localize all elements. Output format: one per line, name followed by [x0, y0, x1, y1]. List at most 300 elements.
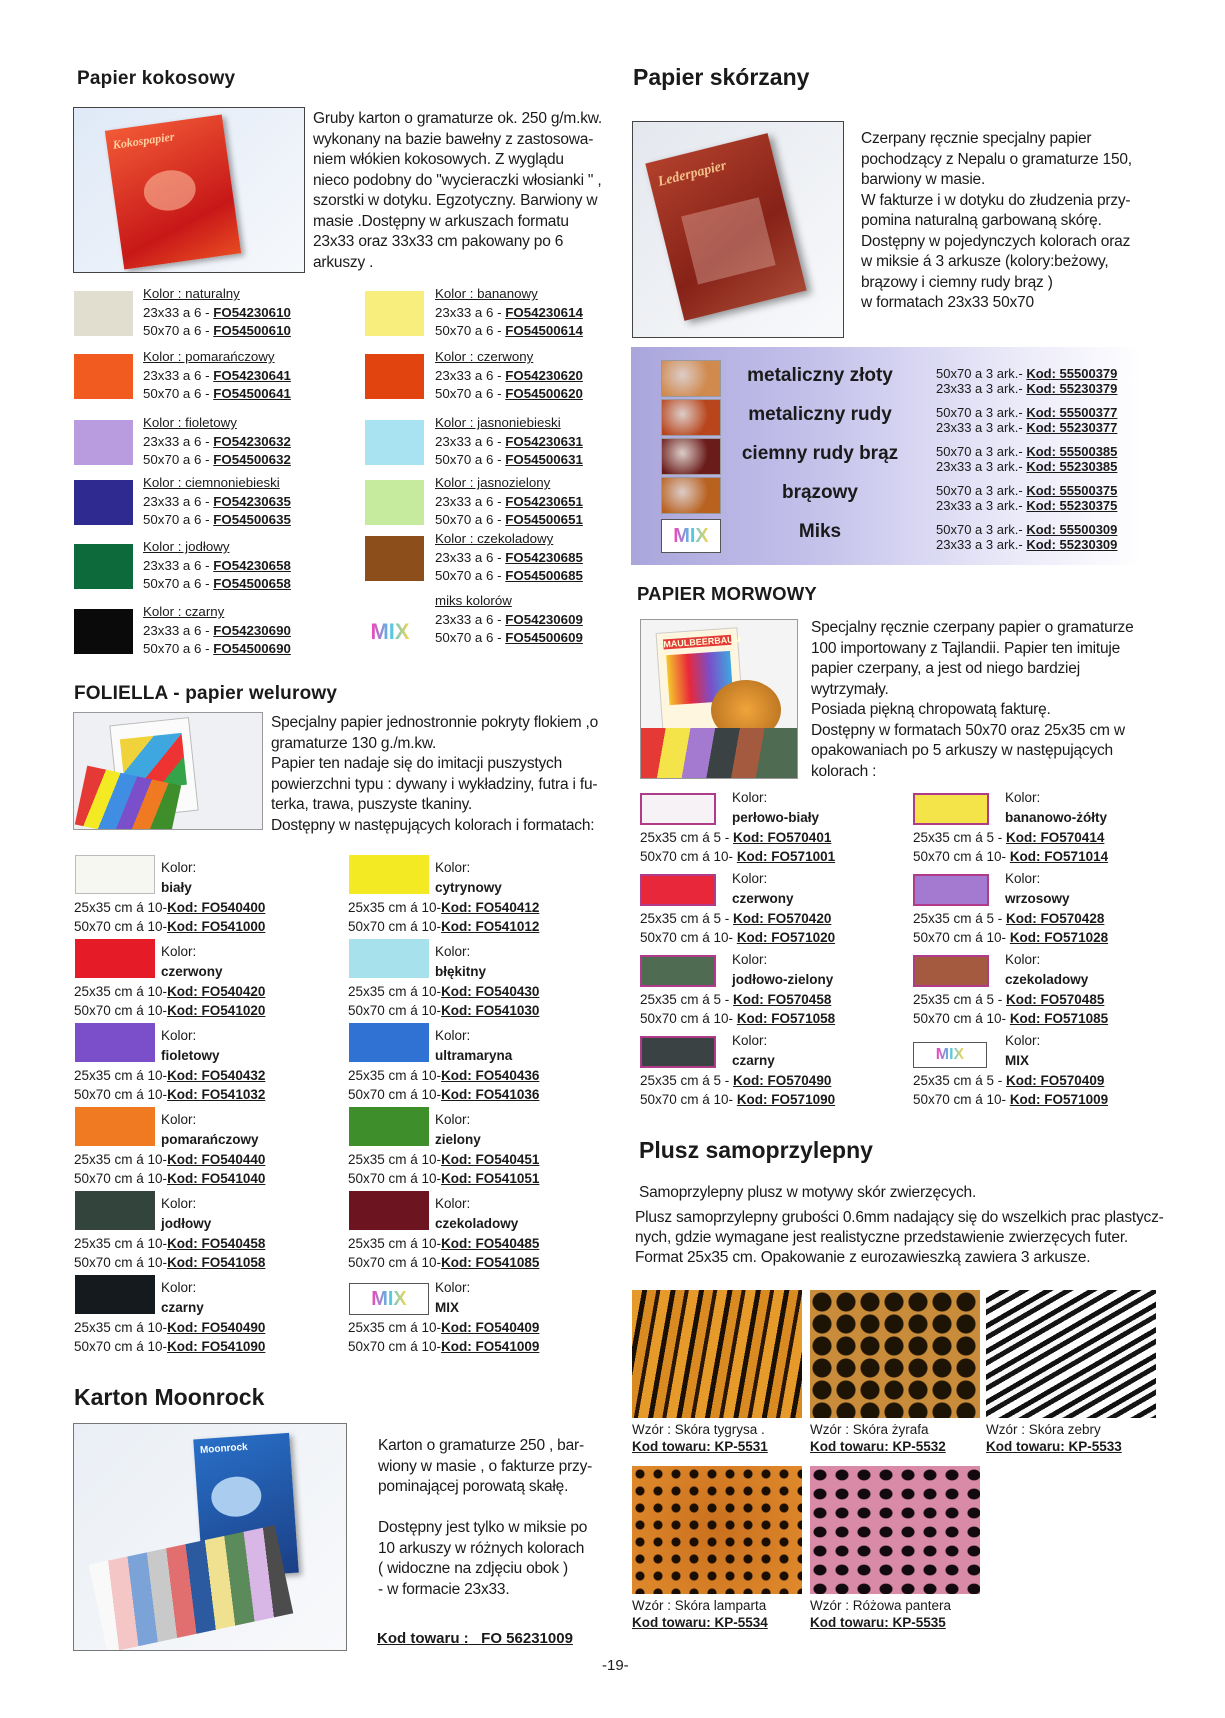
product-codes [640, 990, 835, 1028]
product-codes [936, 366, 1117, 396]
product-entry [435, 592, 583, 648]
size-label: 50x70 a 6 - [143, 641, 210, 656]
pattern-label [632, 1421, 768, 1455]
product-code: FO54230631 [505, 433, 583, 449]
color-name: czerwony [732, 891, 794, 906]
product-code: Kod: FO570485 [1006, 992, 1105, 1007]
kolor-label: Kolor: [732, 871, 768, 886]
color-name: pomarańczowy [161, 1132, 259, 1147]
moonrock-description-2: Dostępny jest tylko w miksie po 10 arkuszy w różnych kolorach ( widoczne na zdjęciu obok ) - w formacie 23x33. [378, 1519, 588, 1598]
size-label: 25x35 cm á 5 - [640, 1073, 734, 1088]
color-swatch [661, 438, 721, 475]
foliella-title: FOLIELLA - papier welurowy [74, 683, 338, 704]
size-label: 50x70 cm á 10- [913, 1011, 1010, 1026]
color-swatch [661, 360, 721, 397]
foliella-description: Specjalny papier jednostronnie pokryty flokiem ,o gramaturze 130 g./m.kw. Papier ten nadaje się do imitacji puszystych powierzchni typu : dywany i wykładziny, futra i fu- terka, trawa, puszyste tkaniny. Dostępny w następujących kolorach i formatach: [271, 714, 599, 834]
product-codes [936, 522, 1117, 552]
color-name: MIX [1005, 1053, 1030, 1068]
product-code: Kod: 55500377 [1026, 405, 1118, 420]
product-code: FO54230632 [213, 433, 291, 449]
product-codes [348, 1150, 539, 1188]
product-codes [936, 483, 1117, 513]
color-swatch [640, 1036, 716, 1068]
product-code: FO54230620 [505, 367, 583, 383]
color-name: jodłowy [161, 1216, 212, 1231]
product-code: Kod: 55230375 [1026, 498, 1118, 513]
size-label: 50x70 cm á 10- [913, 1092, 1010, 1107]
product-code: Kod: FO541036 [441, 1087, 540, 1102]
size-label: 25x35 cm á 10- [348, 900, 442, 915]
color-label: Kolor : naturalny [143, 286, 240, 301]
color-swatch [365, 354, 424, 399]
product-code: Kod: FO541020 [167, 1003, 266, 1018]
kolor-label: Kolor: [435, 1112, 471, 1127]
color-name: biały [161, 880, 192, 895]
color-name: czarny [161, 1300, 204, 1315]
size-label: 50x70 cm á 10- [640, 849, 737, 864]
product-code: Kod: FO571020 [736, 930, 836, 945]
plusz-title: Plusz samoprzylepny [639, 1137, 873, 1163]
product-code: Kod: FO570414 [1006, 830, 1105, 845]
product-entry [143, 414, 291, 470]
size-label: 23x33 a 3 ark.- [936, 381, 1023, 396]
product-codes [640, 1071, 835, 1109]
moonrock-description: Karton o gramaturze 250 , bar- wiony w masie , o fakturze przy- pominającej porowatą skałę. [378, 1437, 593, 1495]
color-swatch [74, 609, 133, 654]
plusz-description: Samoprzylepny plusz w motywy skór zwierzęcych. [639, 1184, 977, 1201]
size-label: 23x33 a 6 - [143, 557, 210, 573]
product-code: Kod: FO540432 [167, 1068, 266, 1083]
size-label: 50x70 cm á 10- [348, 1087, 442, 1102]
size-label: 25x35 cm á 10- [348, 984, 442, 999]
product-code: Kod: FO570458 [733, 992, 832, 1007]
product-codes [74, 982, 265, 1020]
color-name: błękitny [435, 964, 487, 979]
size-label: 25x35 cm á 5 - [640, 911, 734, 926]
product-code: Kod: FO541040 [167, 1171, 266, 1186]
product-code: FO54230651 [505, 493, 583, 509]
product-code: Kod: 55500309 [1026, 522, 1118, 537]
color-label: Kolor : czerwony [435, 349, 534, 364]
size-label: 50x70 a 6 - [143, 386, 210, 401]
product-codes [348, 982, 539, 1020]
color-name: Miks [798, 521, 842, 542]
product-entry [143, 285, 291, 341]
product-code: Kod: FO571090 [736, 1092, 836, 1107]
size-label: 50x70 a 3 ark.- [936, 366, 1023, 381]
product-code: Kod: 55230377 [1026, 420, 1118, 435]
kolor-label: Kolor: [435, 1028, 471, 1043]
product-code: Kod: 55500379 [1026, 366, 1118, 381]
color-name: perłowo-biały [732, 810, 820, 825]
color-name: fioletowy [161, 1048, 220, 1063]
size-label: 25x35 cm á 5 - [640, 830, 734, 845]
kolor-label: Kolor: [435, 1196, 471, 1211]
size-label: 50x70 a 3 ark.- [936, 483, 1023, 498]
product-entry [435, 285, 583, 341]
size-label: 23x33 a 6 - [143, 622, 210, 638]
product-codes [74, 1234, 265, 1272]
size-label: 50x70 a 6 - [435, 568, 502, 583]
product-code: Kod: FO570401 [733, 830, 832, 845]
size-label: 50x70 cm á 10- [348, 1255, 442, 1270]
size-label: 25x35 cm á 10- [348, 1152, 442, 1167]
size-label: 50x70 a 3 ark.- [936, 522, 1023, 537]
product-entry [435, 348, 583, 404]
pattern-pink-swatch [810, 1466, 980, 1594]
kolor-label: Kolor: [732, 1033, 768, 1048]
size-label: 25x35 cm á 5 - [913, 992, 1007, 1007]
morwowy-title: PAPIER MORWOWY [637, 583, 817, 604]
product-codes [74, 1066, 265, 1104]
size-label: 50x70 cm á 10- [348, 1003, 442, 1018]
product-code: Kod: FO540420 [167, 984, 266, 999]
size-label: 23x33 a 3 ark.- [936, 420, 1023, 435]
pattern-name: Wzór : Różowa pantera [810, 1598, 952, 1613]
color-swatch [640, 874, 716, 906]
morwowy-photo: MAULBEERBAUM [640, 619, 798, 779]
product-code: FO54500614 [505, 323, 583, 338]
product-codes [913, 1071, 1108, 1109]
color-name: wrzosowy [1005, 891, 1070, 906]
plusz-description-2: Plusz samoprzylepny grubości 0.6mm nadający się do wszelkich prac plastycz- nych, gdzie wymagane jest realistyczne przedstawienie zwierzęcych futer. Format 25x35 cm. Opakowanie z eurozawieszką zawiera 3 arkusze. [635, 1209, 1164, 1266]
product-codes [936, 444, 1117, 474]
product-codes [348, 1234, 539, 1272]
product-code: Kod: 55230385 [1026, 459, 1118, 474]
size-label: 50x70 a 6 - [435, 512, 502, 527]
size-label: 23x33 a 6 - [435, 367, 502, 383]
swatch-mix [365, 610, 415, 654]
pattern-name: Wzór : Skóra zebry [986, 1422, 1101, 1437]
product-code: FO54500635 [213, 512, 291, 527]
size-label: 50x70 cm á 10- [348, 919, 442, 934]
skorzany-photo [632, 121, 844, 338]
size-label: 50x70 cm á 10- [348, 1339, 442, 1354]
color-name: ultramaryna [435, 1048, 513, 1063]
size-label: 23x33 a 3 ark.- [936, 498, 1023, 513]
kolor-label: Kolor: [161, 1280, 197, 1295]
product-code: Kod: FO540436 [441, 1068, 540, 1083]
size-label: 25x35 cm á 10- [74, 900, 168, 915]
color-label: Kolor : bananowy [435, 286, 538, 301]
product-code: Kod: FO540458 [167, 1236, 266, 1251]
color-swatch [75, 855, 155, 894]
color-name: metaliczny rudy [748, 404, 892, 425]
foliella-photo [73, 712, 263, 830]
pattern-leopard-swatch [632, 1466, 802, 1594]
size-label: 23x33 a 6 - [143, 433, 210, 449]
product-codes [913, 990, 1108, 1028]
color-name: cytrynowy [435, 880, 502, 895]
mix-label: MIX [673, 525, 709, 547]
kolor-label: Kolor: [161, 1196, 197, 1211]
color-label: Kolor : jodłowy [143, 539, 230, 554]
product-code: Kod towaru: KP-5535 [810, 1615, 946, 1630]
color-label: Kolor : ciemnoniebieski [143, 475, 280, 490]
color-name: czerwony [161, 964, 223, 979]
size-label: 50x70 a 3 ark.- [936, 405, 1023, 420]
product-entry [435, 474, 583, 530]
color-swatch [913, 955, 989, 987]
color-name: jodłowo-zielony [732, 972, 834, 987]
color-swatch [640, 793, 716, 825]
size-label: 50x70 cm á 10- [640, 1011, 737, 1026]
product-code: Kod towaru: KP-5532 [810, 1439, 946, 1454]
product-code: Kod: FO570420 [733, 911, 832, 926]
product-code: Kod: FO541051 [441, 1171, 540, 1186]
product-code: Kod: FO541085 [441, 1255, 540, 1270]
product-entry [143, 348, 291, 404]
product-codes [640, 909, 835, 947]
swatch-mix [913, 1042, 987, 1068]
size-label: 50x70 cm á 10- [74, 1087, 168, 1102]
product-entry [435, 414, 583, 470]
product-code: Kod: FO571058 [736, 1011, 836, 1026]
size-label: 50x70 a 6 - [143, 452, 210, 467]
size-label: 50x70 cm á 10- [74, 1003, 168, 1018]
mix-label: MIX [371, 1288, 407, 1310]
color-swatch [74, 420, 133, 465]
product-code: Kod towaru: KP-5533 [986, 1439, 1122, 1454]
pattern-label [810, 1597, 951, 1631]
page-number: -19- [602, 1657, 629, 1674]
moonrock-photo [73, 1423, 347, 1651]
product-code: FO54500685 [505, 568, 583, 583]
size-label: 50x70 cm á 10- [74, 1255, 168, 1270]
product-code: Kod: FO541009 [441, 1339, 540, 1354]
color-swatch [75, 1275, 155, 1314]
pattern-label [810, 1421, 946, 1455]
size-label: 23x33 a 3 ark.- [936, 537, 1023, 552]
product-codes [348, 1318, 539, 1356]
size-label: 23x33 a 3 ark.- [936, 459, 1023, 474]
product-code: Kod: FO541090 [167, 1339, 266, 1354]
product-codes [913, 909, 1108, 947]
product-code: FO54500610 [213, 323, 291, 338]
kolor-label: Kolor: [161, 860, 197, 875]
size-label: 25x35 cm á 10- [348, 1068, 442, 1083]
kolor-label: Kolor: [161, 1112, 197, 1127]
product-code: Kod: FO570409 [1006, 1073, 1105, 1088]
color-swatch [913, 874, 989, 906]
size-label: 50x70 a 6 - [143, 323, 210, 338]
product-code: Kod: FO571001 [736, 849, 836, 864]
size-label: 50x70 a 6 - [435, 630, 502, 645]
color-swatch [349, 1023, 429, 1062]
color-swatch [365, 420, 424, 465]
product-code: FO54500620 [505, 386, 583, 401]
color-swatch [74, 480, 133, 525]
size-label: 25x35 cm á 10- [74, 1236, 168, 1251]
color-label: Kolor : czekoladowy [435, 531, 554, 546]
color-name: metaliczny złoty [747, 365, 893, 386]
pattern-name: Wzór : Skóra tygrysa . [632, 1422, 765, 1437]
product-codes [913, 828, 1108, 866]
product-code: Kod: FO541030 [441, 1003, 540, 1018]
color-swatch [913, 793, 989, 825]
product-code: Kod: FO540400 [167, 900, 266, 915]
color-swatch [661, 399, 721, 436]
kolor-label: Kolor: [161, 1028, 197, 1043]
size-label: 25x35 cm á 10- [348, 1236, 442, 1251]
product-code: Kod: 55230309 [1026, 537, 1118, 552]
product-codes [74, 1318, 265, 1356]
mix-label: MIX [935, 1046, 965, 1063]
kokos-photo [73, 107, 305, 273]
color-swatch [365, 291, 424, 336]
product-code: Kod: 55230379 [1026, 381, 1118, 396]
product-codes [74, 1150, 265, 1188]
color-label: Kolor : jasnozielony [435, 475, 551, 490]
product-code: Kod: FO540490 [167, 1320, 266, 1335]
size-label: 25x35 cm á 5 - [913, 1073, 1007, 1088]
size-label: 50x70 a 6 - [435, 452, 502, 467]
product-entry [143, 538, 291, 594]
pattern-label [632, 1597, 768, 1631]
kokos-title: Papier kokosowy [77, 68, 236, 89]
size-label: 50x70 a 6 - [143, 512, 210, 527]
color-name: czekoladowy [435, 1216, 519, 1231]
kolor-label: Kolor: [1005, 871, 1041, 886]
size-label: 50x70 cm á 10- [74, 1171, 168, 1186]
product-code: FO54230614 [505, 304, 583, 320]
pattern-zebra-swatch [986, 1290, 1156, 1418]
pattern-label [986, 1421, 1122, 1455]
kokos-description: Gruby karton o gramaturze ok. 250 g/m.kw. wykonany na bazie bawełny z zastosowa- niem włókien kokosowych. Z wyglądu nieco podobny do "wycieraczki włosianki " , szorstki w dotyku. Egzotyczny. Barwiony w masie .Dostępny w arkuszach formatu 23x33 oraz 33x33 cm pakowany po 6 arkuszy . [313, 110, 603, 271]
product-code: FO54230685 [505, 549, 583, 565]
product-code: FO54230658 [213, 557, 291, 573]
pattern-name: Wzór : Skóra żyrafa [810, 1422, 929, 1437]
size-label: 50x70 cm á 10- [74, 1339, 168, 1354]
product-code: Kod: FO541058 [167, 1255, 266, 1270]
product-codes [348, 1066, 539, 1104]
kolor-label: Kolor: [1005, 952, 1041, 967]
kolor-label: Kolor: [161, 944, 197, 959]
size-label: 50x70 cm á 10- [348, 1171, 442, 1186]
product-code: Kod: FO540412 [441, 900, 540, 915]
product-code: Kod: 55500385 [1026, 444, 1118, 459]
color-swatch [74, 291, 133, 336]
product-code: FO54230635 [213, 493, 291, 509]
color-label: Kolor : fioletowy [143, 415, 237, 430]
product-code: FO54500641 [213, 386, 291, 401]
color-swatch [349, 1107, 429, 1146]
size-label: 50x70 cm á 10- [640, 1092, 737, 1107]
swatch-mix [661, 519, 721, 553]
product-code: Kod: FO571009 [1009, 1092, 1109, 1107]
color-name: brązowy [781, 482, 859, 503]
product-code: FO54500632 [213, 452, 291, 467]
product-entry [435, 530, 583, 586]
swatch-mix [349, 1283, 429, 1315]
product-code: FO54230610 [213, 304, 291, 320]
skorzany-title: Papier skórzany [633, 64, 810, 90]
kolor-label: Kolor: [732, 790, 768, 805]
color-swatch [365, 480, 424, 525]
size-label: 23x33 a 6 - [435, 549, 502, 565]
kokos-cover-title: Kokospapier [111, 129, 176, 152]
color-name: MIX [435, 1300, 460, 1315]
size-label: 25x35 cm á 10- [74, 1068, 168, 1083]
color-label: miks kolorów [435, 593, 512, 608]
moonrock-title: Karton Moonrock [74, 1384, 265, 1410]
product-code: Kod: FO571085 [1009, 1011, 1109, 1026]
size-label: 23x33 a 6 - [435, 493, 502, 509]
pattern-name: Wzór : Skóra lamparta [632, 1598, 767, 1613]
size-label: 23x33 a 6 - [435, 433, 502, 449]
skorzany-description: Czerpany ręcznie specjalny papier pochodzący z Nepalu o gramaturze 150, barwiony w masie. W fakturze i w dotyku do złudzenia przy- pomina naturalną garbowaną skórę. Dostępny w pojedynczych kolorach oraz w miksie á 3 arkusze (kolory:beżowy, brązowy i ciemny rudy brąz ) w formatach 23x33 50x70 [861, 130, 1132, 311]
color-swatch [349, 939, 429, 978]
kolor-label: Kolor: [435, 860, 471, 875]
size-label: 25x35 cm á 10- [348, 1320, 442, 1335]
product-code: Kod: FO571014 [1009, 849, 1109, 864]
product-code: FO54500651 [505, 512, 583, 527]
kolor-label: Kolor: [1005, 1033, 1041, 1048]
size-label: 50x70 a 6 - [143, 576, 210, 591]
size-label: 25x35 cm á 10- [74, 1152, 168, 1167]
color-label: Kolor : jasnoniebieski [435, 415, 561, 430]
product-entry [143, 474, 291, 530]
product-code: Kod: FO540485 [441, 1236, 540, 1251]
size-label: 25x35 cm á 5 - [640, 992, 734, 1007]
product-code: Kod: FO571028 [1009, 930, 1109, 945]
color-swatch [349, 1191, 429, 1230]
color-name: ciemny rudy brąz [741, 443, 899, 464]
size-label: 23x33 a 6 - [435, 611, 502, 627]
product-code: Kod: FO540409 [441, 1320, 540, 1335]
product-codes [74, 898, 265, 936]
color-swatch [349, 855, 429, 894]
size-label: 23x33 a 6 - [435, 304, 502, 320]
product-code: Kod: FO540430 [441, 984, 540, 999]
color-swatch [365, 536, 424, 581]
color-swatch [74, 354, 133, 399]
size-label: 23x33 a 6 - [143, 367, 210, 383]
product-code: FO54500658 [213, 576, 291, 591]
product-codes [640, 828, 835, 866]
product-code: FO54230690 [213, 622, 291, 638]
size-label: 25x35 cm á 5 - [913, 830, 1007, 845]
color-label: Kolor : pomarańczowy [143, 349, 275, 364]
color-name: zielony [435, 1132, 481, 1147]
size-label: 25x35 cm á 5 - [913, 911, 1007, 926]
size-label: 50x70 a 6 - [435, 323, 502, 338]
color-name: czekoladowy [1005, 972, 1089, 987]
product-code: FO54500690 [213, 641, 291, 656]
skorzany-cover-title: Lederpapier [656, 158, 728, 190]
product-code: FO54230641 [213, 367, 291, 383]
color-swatch [661, 477, 721, 514]
mix-label: MIX [370, 619, 410, 644]
product-code: Kod: FO570428 [1006, 911, 1105, 926]
product-code: Kod: FO541032 [167, 1087, 266, 1102]
kolor-label: Kolor: [1005, 790, 1041, 805]
pattern-giraffe-swatch [810, 1290, 980, 1418]
size-label: 25x35 cm á 10- [74, 1320, 168, 1335]
product-code: FO54500631 [505, 452, 583, 467]
product-code: Kod: FO540451 [441, 1152, 540, 1167]
color-swatch [75, 939, 155, 978]
color-name: bananowo-żółty [1005, 810, 1107, 825]
color-swatch [640, 955, 716, 987]
size-label: 50x70 cm á 10- [640, 930, 737, 945]
size-label: 50x70 a 3 ark.- [936, 444, 1023, 459]
size-label: 50x70 a 6 - [435, 386, 502, 401]
product-codes [936, 405, 1117, 435]
product-code: Kod: FO541000 [167, 919, 266, 934]
product-code: Kod: FO540440 [167, 1152, 266, 1167]
product-code: FO54500609 [505, 630, 583, 645]
